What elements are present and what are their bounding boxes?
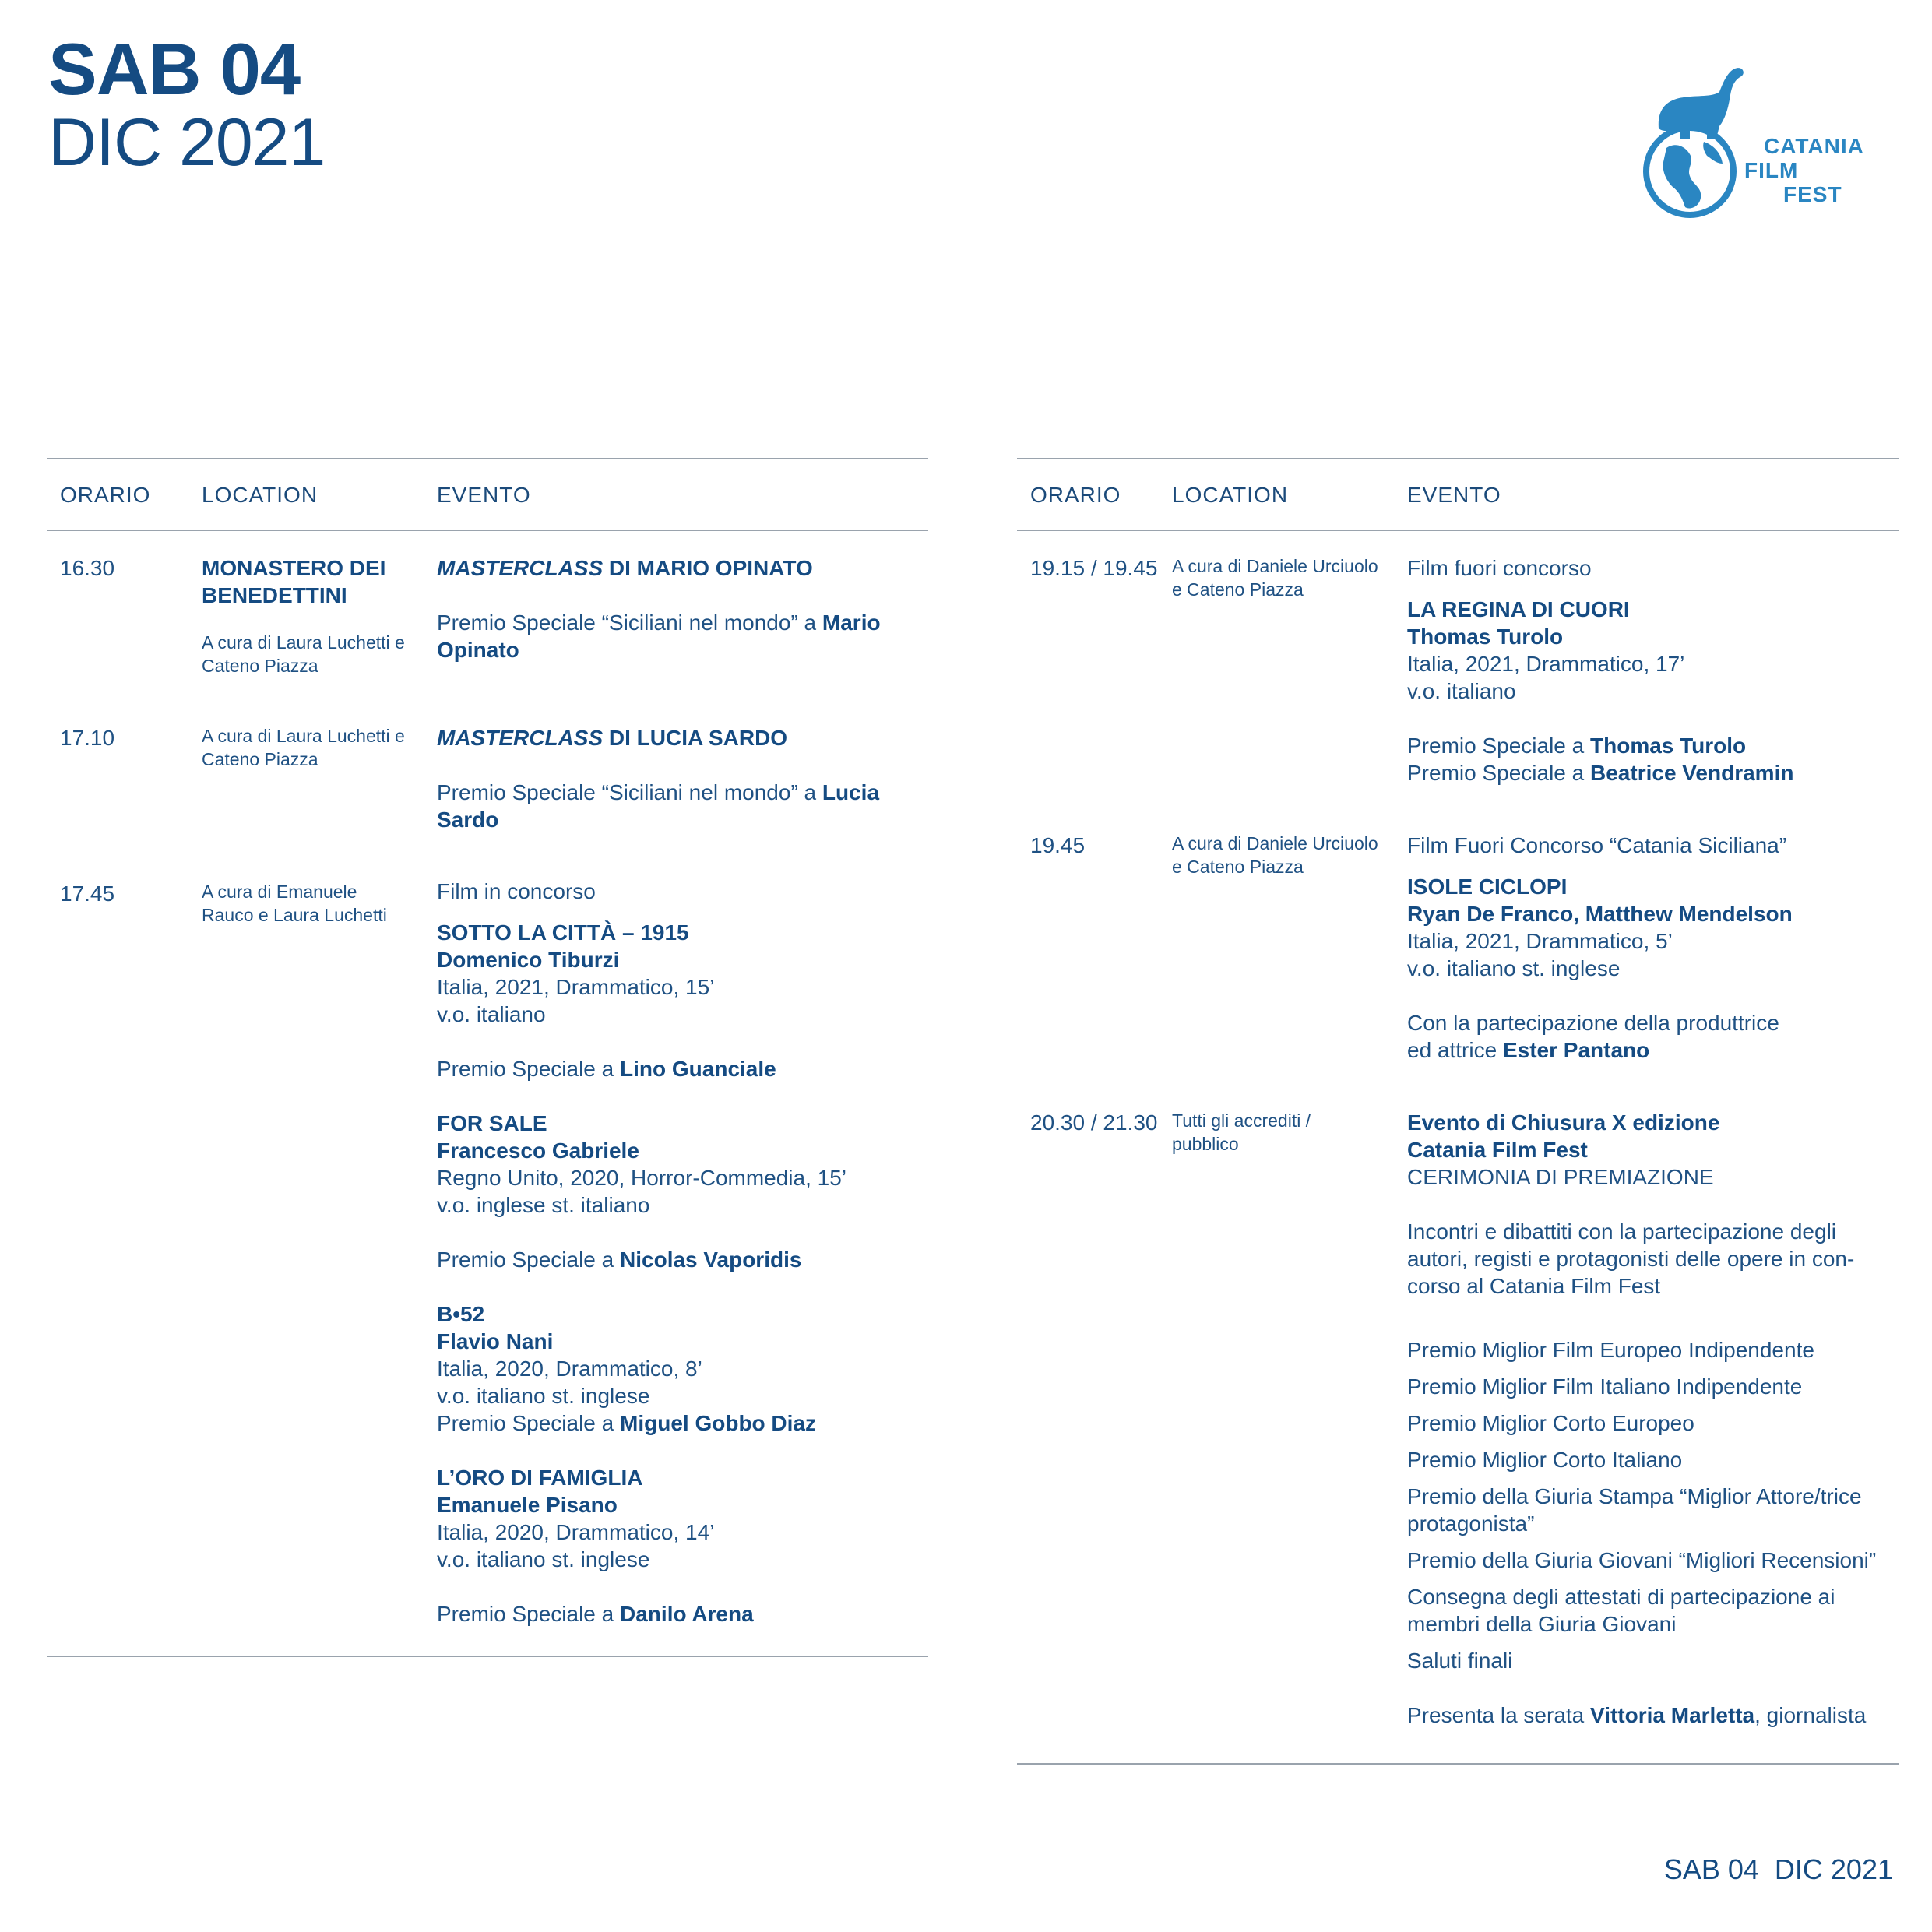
location-monastero: MONASTERO DEI BENEDETTINI — [202, 556, 386, 607]
catania-film-fest-logo — [1635, 55, 1884, 226]
curator-e2: A cura di Laura Luchetti e Cateno Piazza — [202, 726, 405, 769]
time-20-30: 20.30 / 21.30 — [1030, 1110, 1158, 1135]
event-chiusura: Evento di Chiusura X edizione Catania Film Fest CERIMONIA DI PREMIAZIONE Incontri e dibattiti con la partecipazione degli autori, registi e protagonisti delle opere in con-corso al Catania Film Fest Premio Miglior Film Europeo Indipendente Premio Miglior Film Italiano Indipendente Premio Miglior Corto Europeo Premio Miglior Corto Italiano Premio della Giuria Stampa “Miglior Attore/trice protagonista” Premio della Giuria Giovani “Migliori Recensioni” Consegna degli attestati di partecipazione ai membri della Giuria Giovani Saluti finali Presenta la serata Vittoria Marletta, giornalista — [1407, 1109, 1890, 1729]
elephant-globe-icon — [1635, 55, 1752, 218]
col-orario-left: ORARIO — [60, 483, 151, 507]
curator-e1: A cura di Laura Luchetti e Cateno Piazza — [202, 632, 405, 676]
event-regina-di-cuori: Film fuori concorso LA REGINA DI CUORI Thomas Turolo Italia, 2021, Drammatico, 17’ v.o. italiano Premio Speciale a Thomas Turolo Premio Speciale a Beatrice Vendramin — [1407, 556, 1794, 785]
logo-text-film: FILM — [1744, 158, 1799, 182]
time-16-30: 16.30 — [60, 556, 115, 580]
curator-r2: A cura di Daniele Urciuolo e Cateno Piazza — [1172, 833, 1378, 877]
table-left-top-rule — [47, 458, 928, 459]
page-day: SAB 04 — [48, 28, 301, 110]
award-item: Premio Miglior Film Europeo Indipendente — [1407, 1338, 1814, 1362]
table-left-header-rule — [47, 530, 928, 531]
award-item: Premio Miglior Corto Italiano — [1407, 1448, 1683, 1472]
curator-e3: A cura di Emanuele Rauco e Laura Luchetti — [202, 882, 387, 925]
table-right-header-rule — [1017, 530, 1899, 531]
award-item: Consegna degli attestati di partecipazione ai membri della Giuria Giovani — [1407, 1585, 1835, 1636]
time-17-10: 17.10 — [60, 726, 115, 750]
col-evento-left: EVENTO — [437, 483, 531, 507]
page-date: DIC 2021 — [48, 105, 326, 180]
time-19-15: 19.15 / 19.45 — [1030, 556, 1158, 580]
event-masterclass-opinato: MASTERCLASS DI MARIO OPINATO Premio Speciale “Siciliani nel mondo” a Mario Opinato — [437, 556, 881, 662]
award-item: Premio della Giuria Giovani “Migliori Recensioni” — [1407, 1548, 1877, 1572]
award-item: Premio della Giuria Stampa “Miglior Attore/trice protagonista” — [1407, 1484, 1862, 1536]
footer-date: SAB 04 DIC 2021 — [1663, 1853, 1893, 1885]
col-location-right: LOCATION — [1172, 483, 1289, 507]
event-isole-ciclopi: Film Fuori Concorso “Catania Siciliana” ISOLE CICLOPI Ryan De Franco, Matthew Mendelson Italia, 2021, Drammatico, 5’ v.o. italiano st. inglese Con la partecipazione della produttrice ed attrice Ester Pantano — [1407, 833, 1793, 1062]
curator-r1: A cura di Daniele Urciuolo e Cateno Piazza — [1172, 556, 1378, 600]
event-film-in-concorso: Film in concorso SOTTO LA CITTÀ – 1915 Domenico Tiburzi Italia, 2021, Drammatico, 15’ v.o. italiano Premio Speciale a Lino Guanciale FOR SALE Francesco Gabriele Regno Unito, 2020, Horror-Commedia, 15’ v.o. inglese st. italiano Premio Speciale a Nicolas Vaporidis B•52 Flavio Nani Italia, 2020, Drammatico, 8’ v.o. italiano st. inglese Premio Speciale a Miguel Gobbo Diaz L’ORO DI FAMIGLIA Emanuele Pisano Italia, 2020, Drammatico, 14’ v.o. italiano st. inglese Premio Speciale a Danilo Arena — [437, 879, 847, 1626]
col-evento-right: EVENTO — [1407, 483, 1501, 507]
col-location-left: LOCATION — [202, 483, 318, 507]
event-masterclass-sardo: MASTERCLASS DI LUCIA SARDO Premio Speciale “Siciliani nel mondo” a Lucia Sardo — [437, 726, 880, 832]
table-left-bottom-rule — [47, 1656, 928, 1657]
award-item: Saluti finali — [1407, 1649, 1513, 1673]
table-right-bottom-rule — [1017, 1763, 1899, 1765]
logo-text-fest: FEST — [1783, 182, 1842, 206]
award-item: Premio Miglior Corto Europeo — [1407, 1411, 1694, 1435]
access-r3: Tutti gli accrediti / pubblico — [1172, 1110, 1311, 1154]
time-19-45: 19.45 — [1030, 833, 1086, 857]
time-17-45: 17.45 — [60, 882, 115, 906]
table-right-top-rule — [1017, 458, 1899, 459]
award-item: Premio Miglior Film Italiano Indipendente — [1407, 1374, 1803, 1399]
logo-text-catania: CATANIA — [1764, 134, 1864, 158]
col-orario-right: ORARIO — [1030, 483, 1121, 507]
